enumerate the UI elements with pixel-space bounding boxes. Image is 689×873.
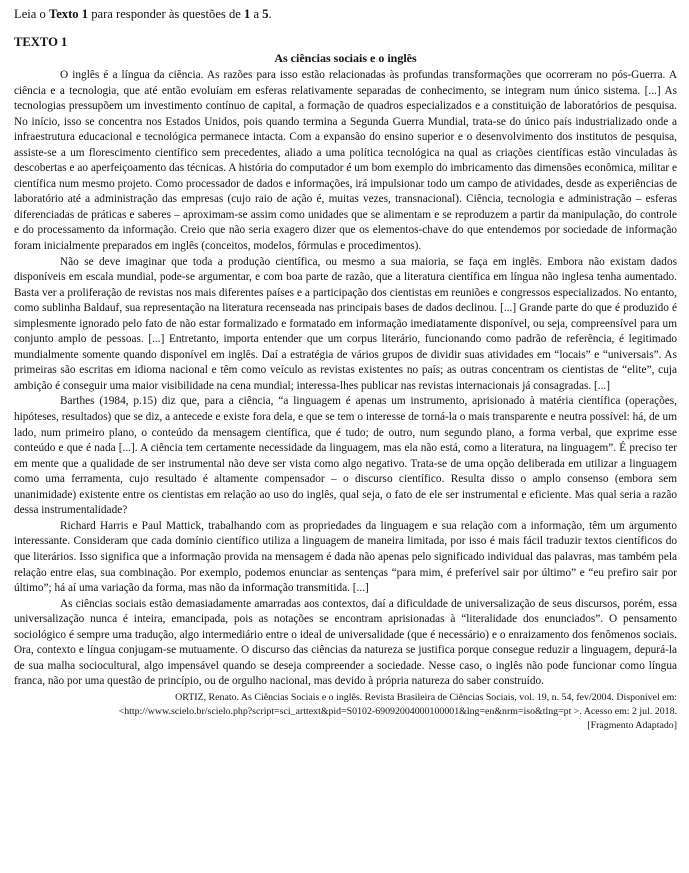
paragraph-5: As ciências sociais estão demasiadamente amarradas aos contextos, daí a dificuldade de universalização de seus discursos, porém, essa universalização nunca é inteira, emancipada, pois as notações se encontram aprisionadas à “literalidade dos enunciados”. O pensamento sociológico é sempre uma tradução, algo intermediário entre o ideal de universalidade (que é necessário) e o enraizamento dos fenômenos sociais. Ora, contexto e língua conjugam-se mutuamente. O discurso das ciências da natureza se justifica porque consegue reduzir a linguagem, depurá-la de sua malha sociocultural, algo impensável quando se deseja compreender a sociedade. Nesse caso, o inglês não pode funcionar como língua franca, não por uma questão de princípio, ou de orgulho nacional, mas devido à própria natureza do saber construído. xyxy=(14,597,677,688)
texto-label: TEXTO 1 xyxy=(14,35,68,49)
instruction-to: 5 xyxy=(262,7,269,21)
instruction-line xyxy=(14,6,677,22)
paragraph-1: O inglês é a língua da ciência. As razões para isso estão relacionadas às profundas transformações que ocorreram no pós-Guerra. A ciência e a tecnologia, que até então evoluíam em esferas relativamente separadas de conhecimento, se integram num único sistema. [...] As tecnologias pressupõem um investimento contínuo de capital, a formação de quadros especializados e a constituição de laboratórios de pesquisa. No início, isso se concentra nos Estados Unidos, pois quando termina a Segunda Guerra Mundial, trata-se do único país industrializado onde a infraestrutura educacional e tecnológica permanece intacta. Com a expansão do ensino superior e o desenvolvimento dos institutos de pesquisa, assiste-se a um florescimento científico sem precedentes, aliado a uma política tecnológica na qual as criações científicas estão vinculadas às descobertas e ao aperfeiçoamento das técnicas. A história do computador é um bom exemplo do imbricamento das dimensões econômica, militar e científica num mesmo projeto. Como processador de dados e informações, irá impulsionar todo um campo de atividades, desde as experiências de laboratório até a administração das empresas (cujo raio de ação é, muitas vezes, transnacional). Ciência, tecnologia e administração – esferas diferenciadas de práticas e saberes – aproximam-se assim como unidades que se alimentam e se reproduzem a partir da manipulação, do controle e do processamento da informação. Creio que não seria exagero dizer que os elementos-chave do que entendemos por sociedade de informação foram inicialmente preparados em inglês (conceitos, modelos, fórmulas e procedimentos). xyxy=(14,69,677,253)
paragraph-4: Richard Harris e Paul Mattick, trabalhando com as propriedades da linguagem e sua relação com a informação, têm um argumento interessante. Consideram que cada domínio científico utiliza a linguagem de maneira limitada, por isso é mais fácil traduzir textos científicos do que literários. Isso significa que a informação provida na mensagem é dada não apenas pelo significado individual das palavras, mas também pela relação entre elas, sua combinação. Por exemplo, podemos enunciar as sentenças “para mim, é preferível sair por último” e “eu prefiro sair por último”; há aí uma variação da forma, mas não da informação transmitida. [...] xyxy=(14,519,677,595)
citation-line-2: <http://www.scielo.br/scielo.php?script=sci_arttext&pid=S0102-69092004000100001&lng=en&nrm=iso&tlng=pt >. Acesso em: 2 jul. 2018. xyxy=(118,706,677,718)
citation-line-3: [Fragmento Adaptado] xyxy=(587,720,677,732)
citation-line-1: ORTIZ, Renato. As Ciências Sociais e o inglês. Revista Brasileira de Ciências Sociais, vol. 19, n. 54, fev/2004. Disponível em: xyxy=(175,691,677,703)
instruction-texto: Texto 1 xyxy=(48,7,89,21)
instruction-prefix: Leia o xyxy=(14,7,49,21)
paragraph-2: Não se deve imaginar que toda a produção científica, ou mesmo a sua maioria, se faça em inglês. Embora não existam dados disponíveis em escala mundial, pode-se argumentar, e com boa parte de razão, que a literatura científica em língua não inglesa tenha aumentado. Basta ver a proliferação de revistas nos mais diferentes países e a participação dos cientistas em reuniões e congressos especializados. No entanto, como sublinha Baldauf, sua representação na literatura recenseada nas principais bases de dados declinou. [...] Grande parte do que é produzido é simplesmente ignorado pelo fato de não estar formalizado e formatado em informação imediatamente disponível, ou seja, compreensível para um conjunto amplo de pessoas. [...] Entretanto, importa entender que um corpus literário, funcionando como padrão de referência, é legitimado mundialmente somente quando disponível em inglês. Daí a estratégia de vários grupos de dividir suas atividades em “locais” e “universais”. As primeiras são escritas em idioma nacional e têm como veículo as revistas existentes no país; as outras concentram os cientistas de “elite”, cuja ambição é conseguir uma maior visibilidade na cena mundial; interessa-lhes publicar nas revistas internacionais já consagradas. [...] xyxy=(14,255,677,392)
paragraph-3: Barthes (1984, p.15) diz que, para a ciência, “a linguagem é apenas um instrumento, aprisionado à matéria científica (operações, hipóteses, resultados) que se diz, a antecede e existe fora dela, e que se tem o interesse de torná-la o mais transparente e neutra possível: há, de um lado, num primeiro plano, o conteúdo da mensagem científica, que é tudo; de outro, num segundo plano, a forma verbal, que exprime esse conteúdo e que é nada [...]. A ciência tem certamente necessidade da linguagem, mas ela não está, como a literatura, na linguagem”. É preciso ter em mente que a qualidade de ser instrumental não deve ser vista como algo negativo. Trata-se de uma opção deliberada em utilizar a linguagem como uma ferramenta, cujo resultado é altamente compensador – o discurso científico. Resulta disso o amplo consenso (embora sem unanimidade) existente entre os cientistas em relação ao uso do inglês, qual seja, o fato de ele ser instrumental e eficiente. Mas qual seria a razão dessa instrumentalidade? xyxy=(14,395,677,517)
document-page xyxy=(14,6,677,733)
source-citation xyxy=(14,691,677,734)
instruction-and: a xyxy=(250,7,263,21)
instruction-middle: para responder às questões de xyxy=(88,7,245,21)
instruction-from: 1 xyxy=(244,7,251,21)
article-title: As ciências sociais e o inglês xyxy=(274,51,417,65)
instruction-suffix: . xyxy=(268,7,272,21)
